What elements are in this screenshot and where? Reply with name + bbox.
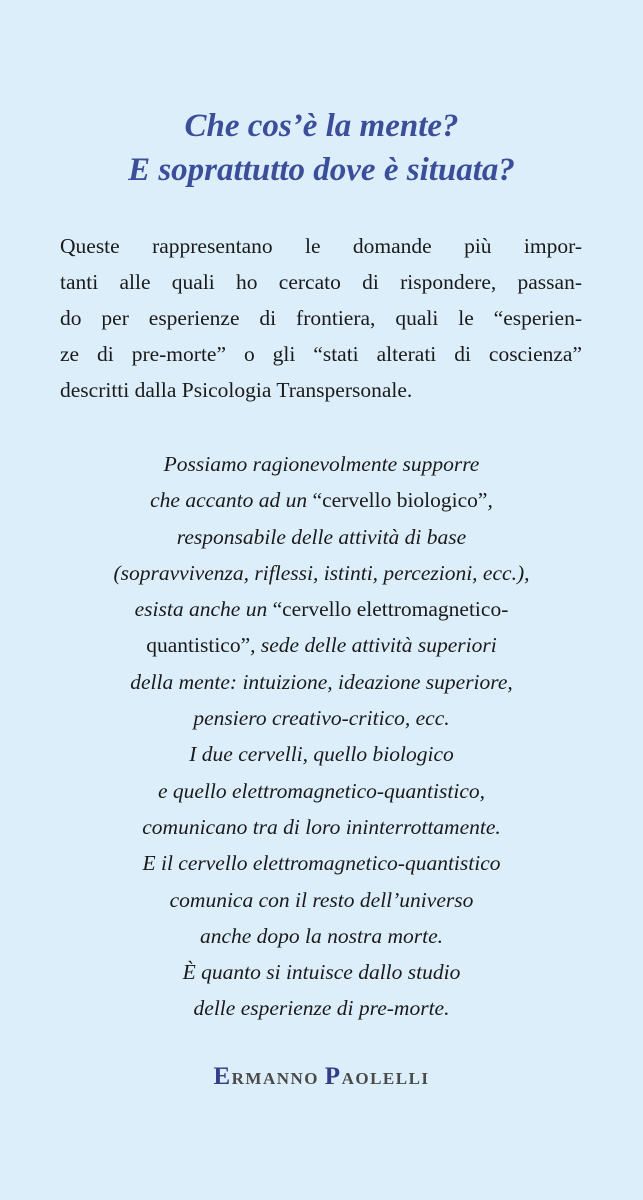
quote-line-6-part-a: quantistico”	[146, 633, 251, 658]
quote-block	[0, 446, 643, 1027]
quote-line-10: e quello elettromagnetico-quantistico,	[157, 778, 485, 803]
intro-line-3: do per esperienze di frontiera, quali le “esperien-	[60, 306, 582, 330]
quote-line-3: responsabile delle attività di base	[176, 524, 467, 549]
quote-line-12: E il cervello elettromagnetico-quantistico	[142, 851, 501, 876]
author-last-initial: P	[324, 1063, 342, 1090]
quote-line-2	[0, 482, 643, 518]
quote-line-2-part-a: che accanto ad un	[150, 488, 313, 513]
quote-line-2-part-b: “cervello biologico”	[312, 488, 488, 513]
title-line-2: E soprattutto dove è situata?	[128, 152, 515, 188]
intro-line-2: tanti alle quali ho cercato di rispondere, passan-	[60, 270, 582, 294]
quote-line-5	[0, 591, 643, 627]
intro-line-4: ze di pre-morte” o gli “stati alterati di coscienza”	[60, 342, 582, 366]
title-line-1: Che cos’è la mente?	[184, 108, 459, 144]
intro-paragraph	[60, 228, 582, 408]
quote-line-16: delle esperienze di pre-morte.	[193, 996, 450, 1021]
quote-line-9: I due cervelli, quello biologico	[189, 742, 454, 767]
quote-line-5-part-a: esista anche un	[134, 597, 273, 622]
quote-line-11: comunicano tra di loro ininterrottamente.	[142, 814, 501, 839]
author-name	[0, 1062, 643, 1094]
quote-line-15: È quanto si intuisce dallo studio	[182, 960, 461, 985]
quote-line-2-part-c: ,	[487, 488, 493, 513]
quote-line-6-part-b: , sede delle attività superiori	[250, 633, 497, 658]
author-last-rest: AOLELLI	[341, 1069, 430, 1088]
intro-line-5: descritti dalla Psicologia Transpersonale.	[60, 378, 413, 402]
author-first-initial: E	[213, 1063, 232, 1090]
quote-line-7: della mente: intuizione, ideazione superiore,	[130, 669, 513, 694]
quote-line-8: pensiero creativo-critico, ecc.	[193, 706, 450, 731]
author-first-rest: RMANNO	[231, 1069, 320, 1088]
intro-line-1: Queste rappresentano le domande più impor-	[60, 234, 582, 258]
quote-line-14: anche dopo la nostra morte.	[199, 923, 444, 948]
quote-line-5-part-b: “cervello elettromagnetico-	[272, 597, 509, 622]
quote-line-1: Possiamo ragionevolmente supporre	[163, 452, 480, 476]
quote-line-13: comunica con il resto dell’universo	[169, 887, 474, 912]
cover-title	[0, 104, 643, 192]
quote-line-4: (sopravvivenza, riflessi, istinti, percezioni, ecc.),	[113, 560, 530, 585]
quote-line-6	[0, 627, 643, 663]
